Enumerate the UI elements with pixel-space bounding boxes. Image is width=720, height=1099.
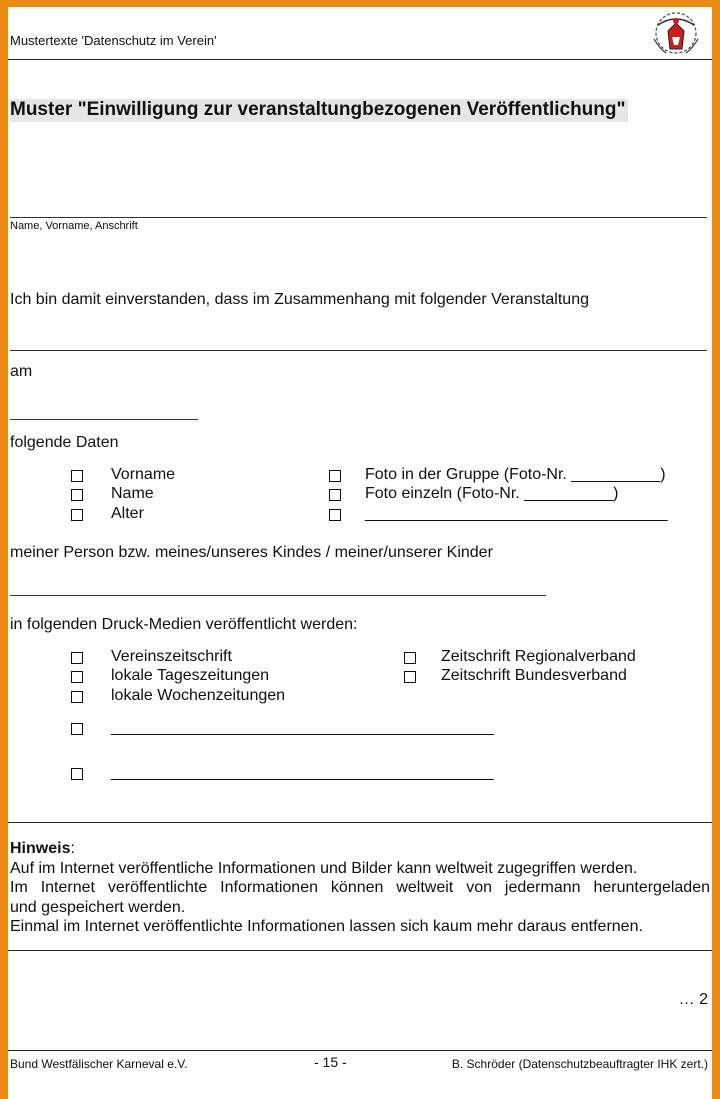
document-page xyxy=(8,7,712,1099)
checkbox-regionalverband[interactable] xyxy=(404,652,416,664)
option-wochenzeitungen: lokale Wochenzeitungen xyxy=(111,687,286,704)
footer-rule xyxy=(8,1050,712,1051)
header-title: Mustertexte 'Datenschutz im Verein' xyxy=(10,33,217,48)
name-input-line[interactable] xyxy=(10,217,707,218)
page-continuation: … 2 xyxy=(678,991,708,1008)
media-other-line-1[interactable]: ___________________________________________ xyxy=(111,719,494,736)
header-rule xyxy=(8,59,712,60)
consent-text: Ich bin damit einverstanden, dass im Zusammenhang mit folgender Veranstaltung xyxy=(10,291,589,308)
page-number: - 15 - xyxy=(314,1054,347,1070)
option-foto-einzeln: Foto einzeln (Foto-Nr. __________) xyxy=(365,485,619,502)
notice-heading-line xyxy=(10,839,710,859)
media-label: in folgenden Druck-Medien veröffentlicht werden: xyxy=(10,616,358,633)
carnival-logo-icon xyxy=(648,9,704,61)
checkbox-name[interactable] xyxy=(71,489,83,501)
media-other-line-2[interactable]: ___________________________________________ xyxy=(111,764,494,781)
option-regionalverband: Zeitschrift Regionalverband xyxy=(441,648,636,665)
date-label: am xyxy=(10,363,33,380)
data-label: folgende Daten xyxy=(10,434,119,451)
notice-heading: Hinweis xyxy=(10,840,71,857)
checkbox-media-other-1[interactable] xyxy=(71,723,83,735)
date-input-line[interactable] xyxy=(10,419,198,420)
checkbox-vorname[interactable] xyxy=(71,470,83,482)
person-text: meiner Person bzw. meines/unseres Kindes / meiner/unserer Kinder xyxy=(10,544,493,561)
option-vorname: Vorname xyxy=(111,466,176,483)
name-caption: Name, Vorname, Anschrift xyxy=(10,220,138,232)
option-alter: Alter xyxy=(111,505,144,522)
checkbox-alter[interactable] xyxy=(71,509,83,521)
option-foto-gruppe: Foto in der Gruppe (Foto-Nr. __________) xyxy=(365,466,666,483)
document-title: Muster "Einwilligung zur veranstaltungbezogenen Veröffentlichung" xyxy=(10,99,626,120)
notice-line-4: Einmal im Internet veröffentlichte Informationen lassen sich kaum mehr daraus entfernen. xyxy=(10,918,643,935)
notice-top-rule xyxy=(8,822,712,823)
footer-left: Bund Westfälischer Karneval e.V. xyxy=(10,1057,188,1071)
person-input-line[interactable] xyxy=(10,595,546,596)
checkbox-data-other[interactable] xyxy=(329,509,341,521)
notice-line-3: und gespeichert werden. xyxy=(10,898,186,916)
checkbox-tageszeitungen[interactable] xyxy=(71,671,83,683)
checkbox-foto-gruppe[interactable] xyxy=(329,470,341,482)
option-bundesverband: Zeitschrift Bundesverband xyxy=(441,667,627,684)
checkbox-vereinszeitschrift[interactable] xyxy=(71,652,83,664)
option-vereinszeitschrift: Vereinszeitschrift xyxy=(111,648,232,665)
notice-line-2: Im Internet veröffentlichte Informationen können weltweit von jedermann heruntergeladen xyxy=(10,879,710,896)
option-tageszeitungen: lokale Tageszeitungen xyxy=(111,667,270,684)
notice-colon: : xyxy=(70,840,75,857)
option-name: Name xyxy=(111,485,154,502)
checkbox-media-other-2[interactable] xyxy=(71,768,83,780)
checkbox-wochenzeitungen[interactable] xyxy=(71,691,83,703)
footer-right: B. Schröder (Datenschutzbeauftragter IHK zert.) xyxy=(451,1057,708,1071)
checkbox-foto-einzeln[interactable] xyxy=(329,489,341,501)
event-input-line[interactable] xyxy=(10,350,707,351)
notice-bottom-rule xyxy=(8,950,712,951)
option-data-other-line[interactable]: __________________________________ xyxy=(365,505,668,522)
notice-line-1: Auf im Internet veröffentliche Informationen und Bilder kann weltweit zugegriffen werden. xyxy=(10,859,638,877)
notice-block xyxy=(10,839,710,937)
checkbox-bundesverband[interactable] xyxy=(404,671,416,683)
